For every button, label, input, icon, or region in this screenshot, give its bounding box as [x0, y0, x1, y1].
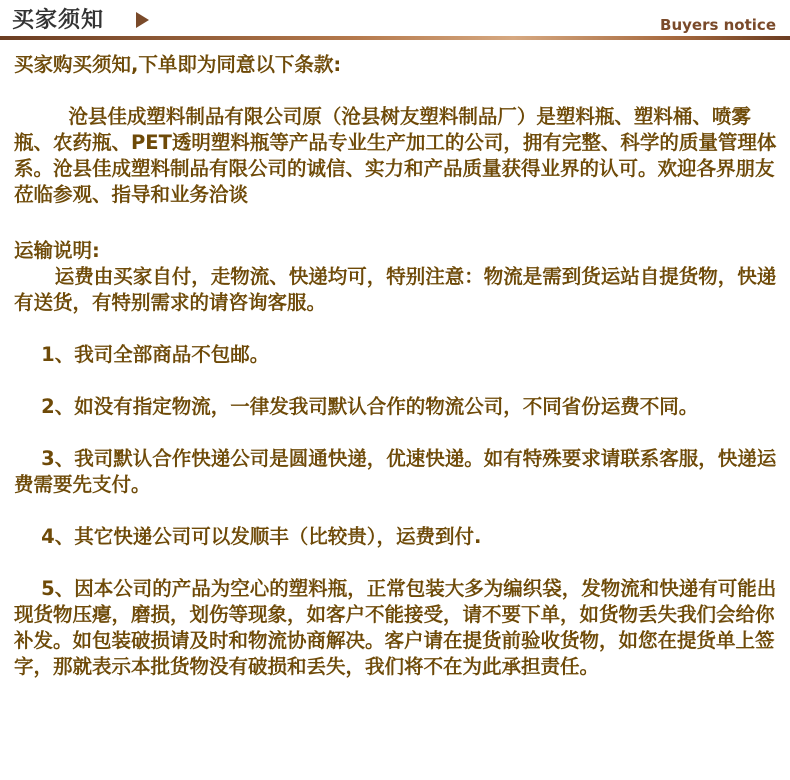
notice-body — [14, 52, 778, 680]
section-subtitle-en: Buyers notice — [660, 16, 776, 34]
company-intro: 沧县佳成塑料制品有限公司原（沧县树友塑料制品厂）是塑料瓶、塑料桶、喷雾瓶、农药瓶、PET透明塑料瓶等产品专业生产加工的公司，拥有完整、科学的质量管理体系。沧县佳成塑料制品有限公司的诚信、实力和产品质量获得业界的认可。欢迎各界朋友莅临参观、指导和业务洽谈 — [14, 105, 777, 206]
notice-item-5: 5、因本公司的产品为空心的塑料瓶，正常包装大多为编织袋，发物流和快递有可能出现货物压瘪，磨损，划伤等现象，如客户不能接受，请不要下单，如货物丢失我们会给你补发。如包装破损请及时和物流协商解决。客户请在提货前验收货物，如您在提货单上签字，那就表示本批货物没有破损和丢失，我们将不在为此承担责任。 — [14, 577, 777, 678]
notice-item-3: 3、我司默认合作快递公司是圆通快递，优速快递。如有特殊要求请联系客服，快递运费需要先支付。 — [14, 447, 777, 496]
notice-item-1: 1、我司全部商品不包邮。 — [14, 343, 270, 366]
triangle-arrow-icon — [136, 12, 149, 28]
section-title: 买家须知 — [12, 8, 105, 33]
shipping-note: 运费由买家自付，走物流、快递均可，特别注意：物流是需到货运站自提货物，快递有送货，有特别需求的请咨询客服。 — [14, 265, 777, 314]
section-header — [0, 0, 790, 40]
intro-text: 买家购买须知,下单即为同意以下条款: — [14, 53, 342, 76]
notice-item-4: 4、其它快递公司可以发顺丰（比较贵），运费到付. — [14, 525, 482, 548]
header-divider — [0, 36, 790, 40]
notice-item-2: 2、如没有指定物流，一律发我司默认合作的物流公司，不同省份运费不同。 — [14, 395, 699, 418]
shipping-heading: 运输说明: — [14, 239, 100, 262]
